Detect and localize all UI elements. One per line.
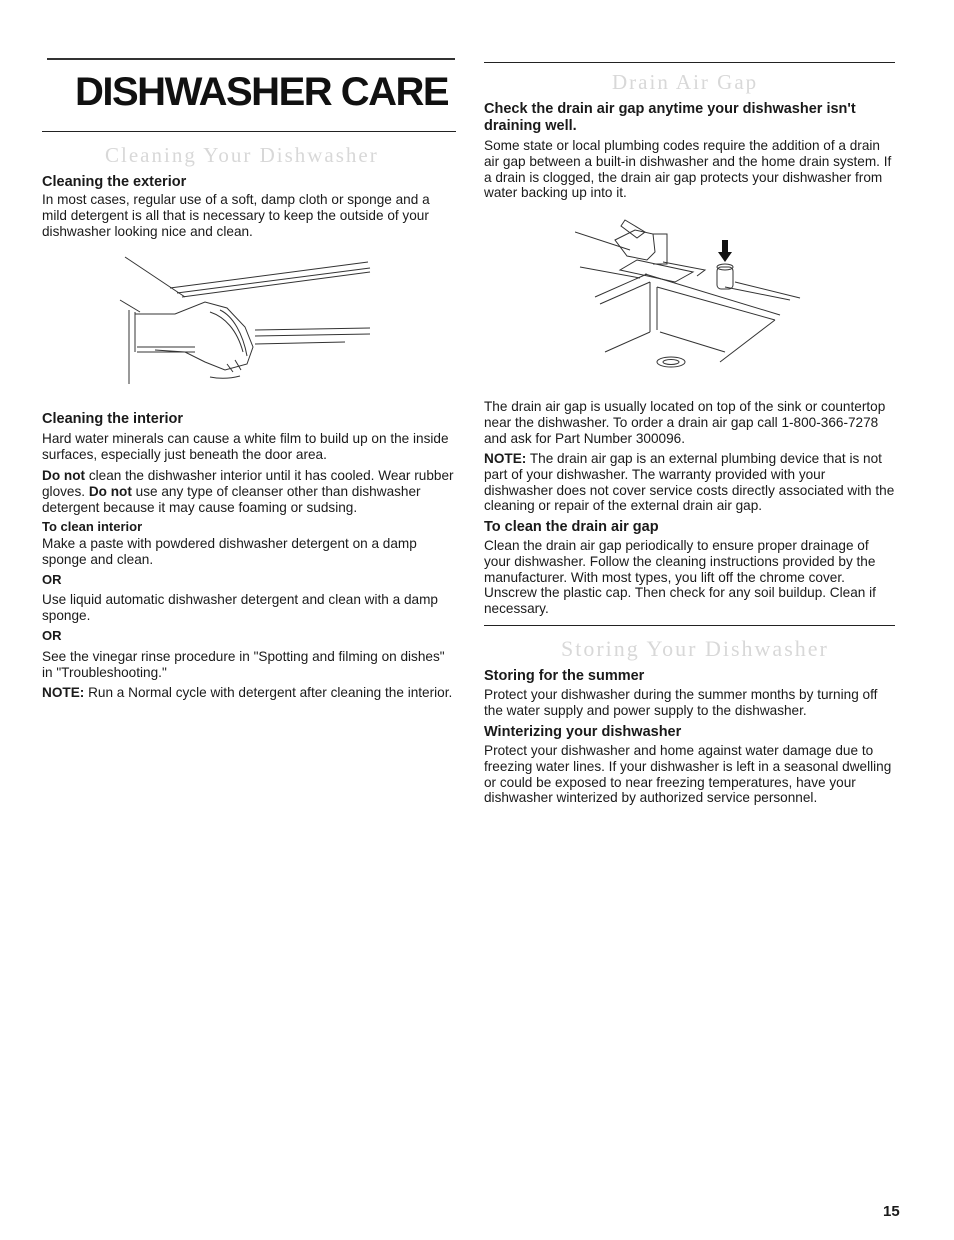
storing-section-rule — [484, 625, 895, 626]
method-1-text: Make a paste with powdered dishwasher detergent on a damp sponge and clean. — [42, 536, 417, 567]
winter-text: Protect your dishwasher and home against water damage due to freezing water lines. If your dishwasher is left in a seasonal dwelling or could be exposed to near freezing temperatures, have your dishwasher winterized by authorized service personnel. — [484, 743, 892, 806]
winter-heading: Winterizing your dishwasher — [484, 724, 682, 740]
or-separator-2: OR — [42, 628, 62, 643]
method-3-text: See the vinegar rinse procedure in "Spotting and filming on dishes" in "Troubleshooting." — [42, 649, 445, 680]
top-rule-right — [484, 62, 895, 63]
drain-note-label: NOTE: — [484, 451, 527, 466]
check-drain-text: Some state or local plumbing codes require the addition of a drain air gap between a built-in dishwasher and the home drain system. If a drain is clogged, the drain air gap protects your dishwasher from water backing up into it. — [484, 138, 892, 201]
interior-heading: Cleaning the interior — [42, 411, 183, 427]
check-drain-heading: Check the drain air gap anytime your dishwasher isn't draining well. — [484, 101, 856, 134]
storing-section-heading: Storing Your Dishwasher — [561, 636, 829, 661]
or-separator-1: OR — [42, 572, 62, 587]
summer-heading: Storing for the summer — [484, 668, 645, 684]
do-not-label-2: Do not — [88, 483, 132, 499]
exterior-text: In most cases, regular use of a soft, damp cloth or sponge and a mild detergent is all that is necessary to keep the outside of your dishwasher looking nice and clean. — [42, 192, 430, 239]
method-2-text: Use liquid automatic dishwasher detergent and clean with a damp sponge. — [42, 592, 438, 623]
clean-interior-subheading: To clean interior — [42, 519, 143, 534]
title-underline — [42, 131, 456, 132]
interior-note-label: NOTE: — [42, 685, 85, 700]
drain-note-text: The drain air gap is an external plumbing device that is not part of your dishwasher. The warranty provided with your dishwasher does not cover service costs directly associated with the cleaning or repair of the external drain air gap. — [484, 451, 895, 514]
warning-text-2: use any type of cleanser other than dishwasher detergent because it may cause foaming or sudsing. — [42, 483, 421, 515]
clean-drain-gap-heading: To clean the drain air gap — [484, 519, 659, 535]
exterior-heading: Cleaning the exterior — [42, 174, 187, 190]
drain-air-gap-illustration — [575, 212, 805, 377]
exterior-cleaning-illustration — [115, 252, 380, 387]
page-title: DISHWASHER CARE — [75, 70, 449, 114]
page-number: 15 — [883, 1203, 900, 1220]
drain-note — [484, 451, 896, 514]
interior-note-text: Run a Normal cycle with detergent after cleaning the interior. — [84, 685, 453, 700]
interior-note — [42, 685, 456, 701]
cleaning-section-heading: Cleaning Your Dishwasher — [105, 143, 379, 167]
drain-air-gap-section-heading: Drain Air Gap — [612, 70, 759, 94]
interior-text: Hard water minerals can cause a white film to build up on the inside surfaces, especially just beneath the door area. — [42, 431, 449, 462]
down-arrow-icon — [718, 240, 732, 262]
warning-text-1: clean the dishwasher interior until it has cooled. Wear rubber gloves. — [42, 468, 454, 499]
do-not-label-1: Do not — [42, 468, 86, 483]
top-rule-left — [47, 58, 455, 60]
clean-drain-gap-text: Clean the drain air gap periodically to ensure proper drainage of your dishwasher. Follow the cleaning instructions provided by the manufacturer. With most types, you lift off the chrome cover. Unscrew the plastic cap. Then check for any soil buildup. Clean if necessary. — [484, 538, 876, 617]
interior-warning — [42, 468, 460, 515]
summer-text: Protect your dishwasher during the summer months by turning off the water supply and power supply to the dishwasher. — [484, 687, 878, 718]
location-text: The drain air gap is usually located on top of the sink or countertop near the dishwasher. To order a drain air gap call 1-800-366-7278 and ask for Part Number 300096. — [484, 399, 886, 446]
